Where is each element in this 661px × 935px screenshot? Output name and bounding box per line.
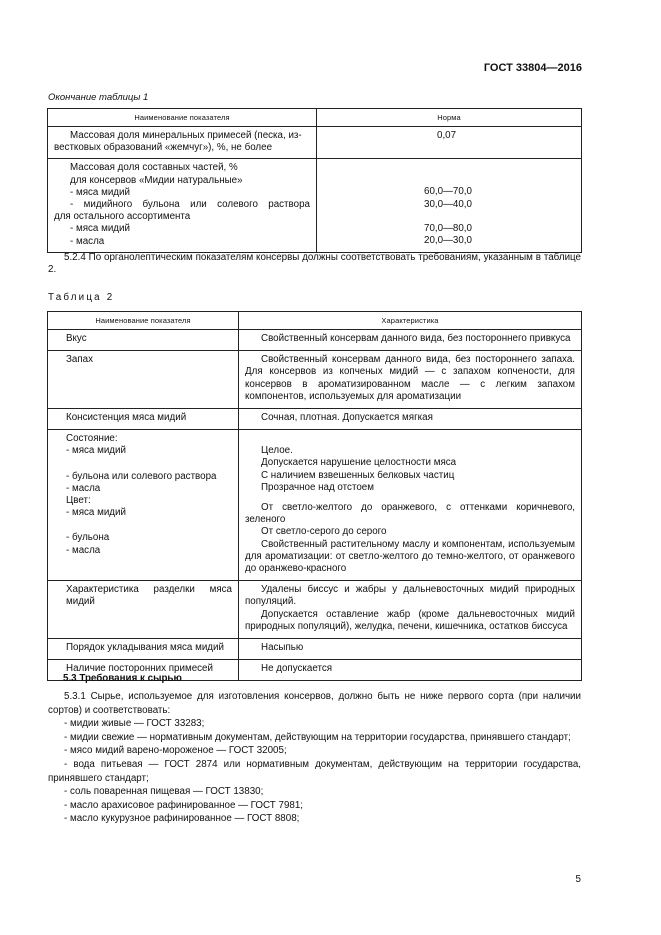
section-5-3-body: 5.3.1 Сырье, используемое для изготовления консервов, должно быть не ниже первого сорта (при наличии сортов) и соответствовать: - мидии живые — ГОСТ 33283; - мидии свежие — нормативным документам, действующим на территории государства, принявшего стандарт; - мясо мидий варено-мороженое — ГОСТ 32005; - вода питьевая — ГОСТ 2874 или нормативным документам, действующим на территории государства, принявшего стандарт; - соль поваренная пищевая — ГОСТ 13830; - масло арахисовое рафинированное — ГОСТ 7981; - масло кукурузное рафинированное — ГОСТ 8808; <box>48 691 581 825</box>
list-item: - мидии свежие — нормативным документам, действующим на территории государства, принявшего стандарт; <box>64 731 571 743</box>
table2-state-texts: Целое. Допускается нарушение целостности мяса С наличием взвешенных белковых частиц Прозрачное над отстоем От светло-желтого до оранжевого, с оттенками коричневого, зеленого От светло-серого до серого Свойственный растительному маслу и компонентам, используемым для ароматизации: от светло-желтого до темно-желтого, от оранжевого до оранжево-красного <box>239 430 582 581</box>
page-number: 5 <box>575 874 581 885</box>
table-row <box>48 581 582 639</box>
table2-col-header: Характеристика <box>239 312 582 330</box>
table2-caption: Таблица 2 <box>48 292 115 303</box>
table2-row-text: Насыпью <box>239 639 582 660</box>
list-item: - вода питьевая — ГОСТ 2874 или нормативным документам, действующим на территории государства, принявшего стандарт; <box>48 758 581 784</box>
table2-row-text: Свойственный консервам данного вида, без постороннего запаха. Для консервов из копченых мидий — с запахом копчености, для консервов в ароматизированном масле — с легким запахом компонентов, используемых для ароматизации <box>239 351 582 409</box>
list-item: - масло арахисовое рафинированное — ГОСТ 7981; <box>64 799 304 811</box>
table2-row-text: Не допускается <box>239 660 582 681</box>
paragraph-5-2-4: 5.2.4 По органолептическим показателям консервы должны соответствовать требованиям, указанным в таблице 2. <box>48 252 581 276</box>
table-row <box>48 159 582 252</box>
list-item: - мясо мидий варено-мороженое — ГОСТ 32005; <box>64 745 287 757</box>
table-row <box>48 409 582 430</box>
table2-row-name: Характеристика разделки мяса мидий <box>48 581 239 639</box>
table-row <box>48 639 582 660</box>
table1-row1-value: 0,07 <box>317 127 582 159</box>
table1-row2-values: 60,0—70,0 30,0—40,0 70,0—80,0 20,0—30,0 <box>317 159 582 252</box>
list-item: - соль поваренная пищевая — ГОСТ 13830; <box>64 786 264 798</box>
document-number: ГОСТ 33804—2016 <box>483 62 582 74</box>
table2-row-text: Сочная, плотная. Допускается мягкая <box>239 409 582 430</box>
table2-state-names: Состояние: - мяса мидий - бульона или солевого раствора - масла Цвет: - мяса мидий - бульона - масла <box>48 430 239 581</box>
table2-col-header: Наименование показателя <box>48 312 239 330</box>
table2-row-text: Свойственный консервам данного вида, без постороннего привкуса <box>239 330 582 351</box>
section-heading-5-3: 5.3 Требования к сырью <box>63 673 182 684</box>
table-row <box>48 430 582 581</box>
table-2 <box>47 311 582 681</box>
table-row <box>48 127 582 159</box>
table2-row-name: Порядок укладывания мяса мидий <box>48 639 239 660</box>
list-item: - масло кукурузное рафинированное — ГОСТ 8808; <box>64 813 300 825</box>
table1-caption: Окончание таблицы 1 <box>48 92 149 103</box>
table-row <box>48 351 582 409</box>
table2-row-name: Вкус <box>48 330 239 351</box>
table1-row1-name: Массовая доля минеральных примесей (песка, из- вестковых образований «жемчуг»), %, не более <box>48 127 317 159</box>
table2-row-name: Консистенция мяса мидий <box>48 409 239 430</box>
table2-row-name: Наличие посторонних примесей <box>48 660 239 681</box>
table1-col-header: Норма <box>317 109 582 127</box>
table1-col-header: Наименование показателя <box>48 109 317 127</box>
list-item: - мидии живые — ГОСТ 33283; <box>64 718 205 730</box>
table2-row-name: Запах <box>48 351 239 409</box>
table1-row2-name: Массовая доля составных частей, % для консервов «Мидии натуральные» - мяса мидий - мидийного бульона или солевого раствора для остального ассортимента - мяса мидий - масла <box>48 159 317 252</box>
table-row <box>48 330 582 351</box>
table2-row-text: Удалены биссус и жабры у дальневосточных мидий природных популяций. Допускается оставление жабр (кроме дальневосточных мидий природных популяций), желудка, печени, кишечника, остатков биссуса <box>239 581 582 639</box>
table-1 <box>47 108 582 253</box>
